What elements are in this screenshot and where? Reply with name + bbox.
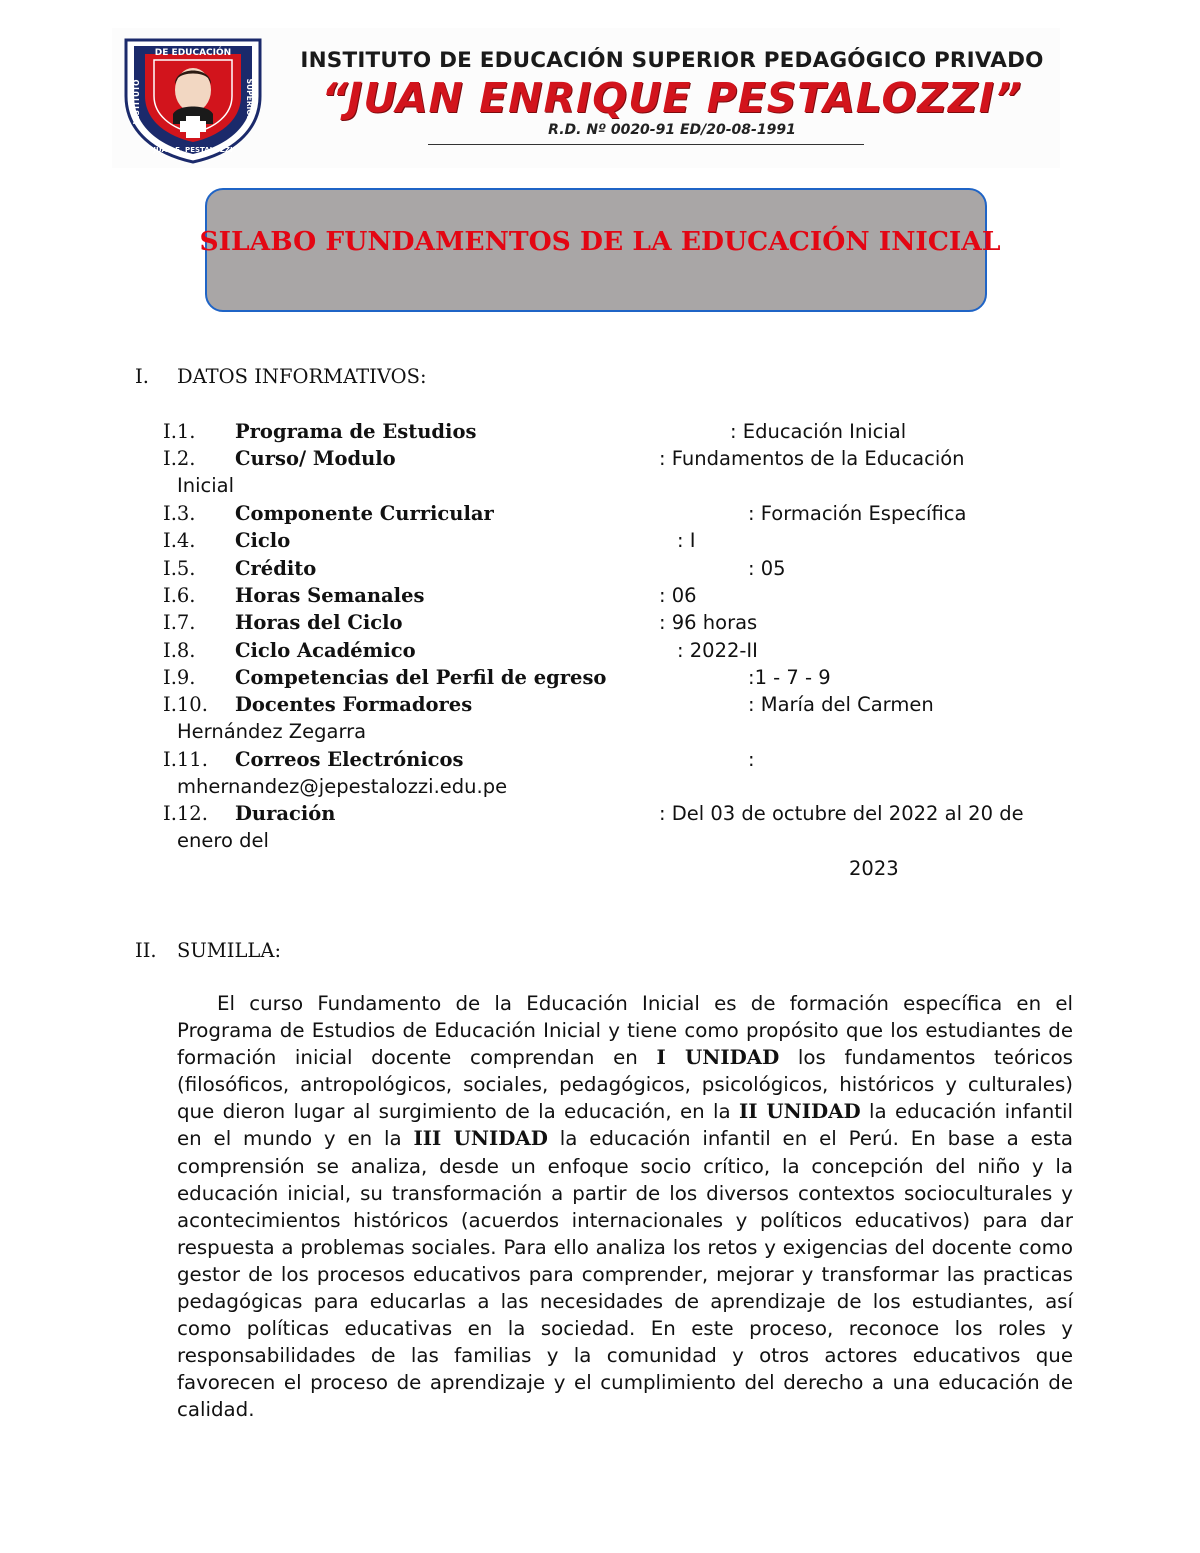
svg-text:"JUAN E. PESTALOZZI": "JUAN E. PESTALOZZI" bbox=[149, 146, 237, 154]
section-2-number: II. bbox=[135, 939, 157, 962]
info-item-value: :1 - 7 - 9 bbox=[748, 666, 831, 689]
unit-highlight: II UNIDAD bbox=[738, 1099, 861, 1124]
info-item-number: I.4. bbox=[163, 529, 196, 552]
info-item-number: I.3. bbox=[163, 502, 196, 525]
email-address: mhernandez@jepestalozzi.edu.pe bbox=[177, 775, 508, 798]
info-item-value-continued: 2023 bbox=[849, 857, 899, 880]
institute-brand-name: “JUAN ENRIQUE PESTALOZZI” bbox=[321, 74, 1023, 122]
info-item-label: Crédito bbox=[235, 557, 317, 580]
info-item-number: I.9. bbox=[163, 666, 196, 689]
info-item-value-continued: enero del bbox=[177, 829, 269, 852]
info-item-value: : 2022-II bbox=[677, 639, 758, 662]
header-divider bbox=[428, 144, 864, 145]
info-item-label: Ciclo Académico bbox=[235, 639, 416, 662]
unit-highlight: I UNIDAD bbox=[656, 1045, 780, 1070]
sumilla-text: la educación infantil en el Perú. En base a esta comprensión se analiza, desde un enfoque socio crítico, la concepción del niño y la educación inicial, su transformación a partir de los diversos contextos socioculturales y acontecimientos históricos (acuerdos internacionales y políticos educativos) para dar respuesta a problemas sociales. Para ello analiza los retos y exigencias del docente como gestor de los procesos educativos para comprender, mejorar y transformar las practicas pedagógicas para educarlas a las necesidades de aprendizaje de los estudiantes, así como políticas educativas en la sociedad. En este proceso, reconoce los roles y responsabilidades de las familias y la comunidad y otros actores educativos que favorecen el proceso de aprendizaje y el cumplimiento del derecho a una educación de calidad. bbox=[177, 1127, 1073, 1422]
header-banner bbox=[112, 28, 1060, 168]
info-item-number: I.10. bbox=[163, 693, 208, 716]
info-item-value: : Fundamentos de la Educación bbox=[659, 447, 965, 470]
document-title: SILABO FUNDAMENTOS DE LA EDUCACIÓN INICIAL bbox=[199, 226, 1001, 257]
info-item-value: : I bbox=[677, 529, 696, 552]
svg-text:SUPERIOR: SUPERIOR bbox=[245, 78, 254, 122]
info-item-value: : María del Carmen bbox=[748, 693, 934, 716]
info-item-label: Correos Electrónicos bbox=[235, 748, 464, 771]
info-item-number: I.11. bbox=[163, 748, 208, 771]
info-item-value: : bbox=[748, 748, 755, 771]
institute-name-line: INSTITUTO DE EDUCACIÓN SUPERIOR PEDAGÓGICO PRIVADO bbox=[300, 48, 1044, 73]
info-item-label: Programa de Estudios bbox=[235, 420, 477, 443]
info-item-value-continued: Hernández Zegarra bbox=[177, 720, 367, 743]
institute-seal-logo bbox=[118, 34, 268, 166]
info-item-value: : Educación Inicial bbox=[730, 420, 907, 443]
info-item-number: I.2. bbox=[163, 447, 196, 470]
svg-text:DE EDUCACIÓN: DE EDUCACIÓN bbox=[154, 48, 232, 58]
info-item-label: Horas Semanales bbox=[235, 584, 425, 607]
section-1-heading: DATOS INFORMATIVOS: bbox=[177, 365, 427, 388]
info-item-number: I.12. bbox=[163, 802, 208, 825]
info-item-label: Componente Curricular bbox=[235, 502, 494, 525]
info-item-label: Duración bbox=[235, 802, 336, 825]
section-1-number: I. bbox=[135, 365, 149, 388]
section-2-heading: SUMILLA: bbox=[177, 939, 282, 962]
info-item-value: : Del 03 de octubre del 2022 al 20 de bbox=[659, 802, 1024, 825]
info-item-label: Docentes Formadores bbox=[235, 693, 473, 716]
info-item-value-continued: Inicial bbox=[177, 474, 235, 497]
info-item-value: : 06 bbox=[659, 584, 697, 607]
info-item-number: I.8. bbox=[163, 639, 196, 662]
info-item-number: I.5. bbox=[163, 557, 196, 580]
sumilla-text: los fundamentos teóricos (filosóficos, antropológicos, sociales, pedagógicos, psicológicos, históricos y culturales) que dieron lugar al surgimiento de la educación, en la bbox=[177, 1046, 1073, 1124]
info-item-value: : 05 bbox=[748, 557, 786, 580]
info-item-label: Horas del Ciclo bbox=[235, 611, 403, 634]
info-item-label: Ciclo bbox=[235, 529, 291, 552]
unit-highlight: III UNIDAD bbox=[413, 1126, 548, 1151]
sumilla-paragraph bbox=[177, 990, 1073, 1424]
info-item-label: Curso/ Modulo bbox=[235, 447, 396, 470]
svg-text:INSTITUTO: INSTITUTO bbox=[132, 79, 141, 125]
info-item-value: : 96 horas bbox=[659, 611, 758, 634]
info-item-number: I.1. bbox=[163, 420, 196, 443]
info-item-number: I.6. bbox=[163, 584, 196, 607]
info-item-label: Competencias del Perfil de egreso bbox=[235, 666, 607, 689]
info-item-value: : Formación Específica bbox=[748, 502, 967, 525]
info-item-number: I.7. bbox=[163, 611, 196, 634]
sumilla-text: la educación infantil en el mundo y en la bbox=[177, 1100, 1073, 1151]
resolution-number: R.D. Nº 0020-91 ED/20-08-1991 bbox=[548, 122, 796, 138]
sumilla-text: El curso Fundamento de la Educación Inicial es de formación específica en el Programa de Estudios de Educación Inicial y tiene como propósito que los estudiantes de formación inicial docente comprendan en bbox=[177, 992, 1073, 1070]
